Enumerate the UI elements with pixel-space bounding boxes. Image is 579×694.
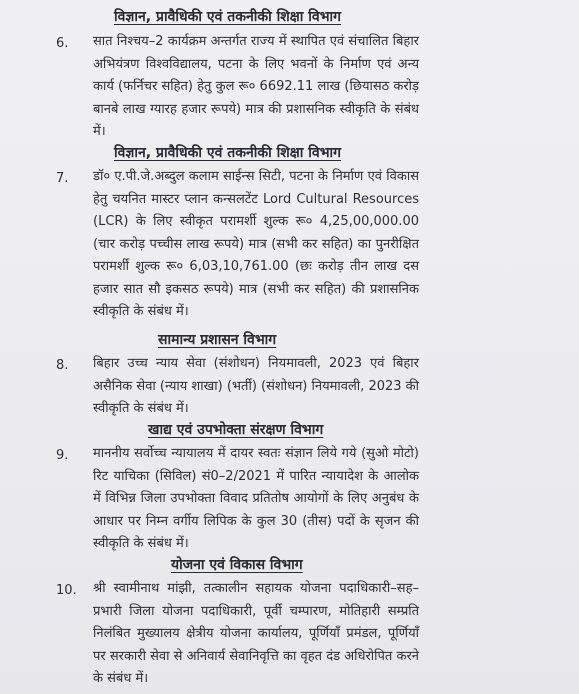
department-heading: सामान्य प्रशासन विभाग <box>158 332 277 348</box>
item-description: माननीय सर्वोच्च न्यायालय में दायर स्वतः संज्ञान लिये गये (सुओ मोटो) रिट याचिका (सिविल) सं0–2/2021 में पारित न्यायादेश के आलोक में विभिन्न जिला उपभोक्ता विवाद प्रतितोष आयोगों के लिए अनुबंध के आधार पर निम्न वर्गीय लिपिक के कुल 30 (तीस) पदों के सृजन की स्वीकृति के संबंध में। <box>93 446 419 551</box>
department-heading: विज्ञान, प्रावैधिकी एवं तकनीकी शिक्षा विभाग <box>114 9 342 25</box>
department-heading: विज्ञान, प्रावैधिकी एवं तकनीकी शिक्षा विभाग <box>114 145 342 161</box>
item-description: बिहार उच्च न्याय सेवा (संशोधन) नियमावली, 2023 एवं बिहार असैनिक सेवा (न्याय शाखा) (भर्ती) (संशोधन) नियमावली, 2023 की स्वीकृति के संबंध में। <box>93 356 420 416</box>
department-heading: खाद्य एवं उपभोक्ता संरक्षण विभाग <box>148 422 324 438</box>
department-heading: योजना एवं विकास विभाग <box>171 557 303 573</box>
item-number: 9. <box>56 448 69 463</box>
item-number: 6. <box>56 36 69 51</box>
item-number: 10. <box>56 583 77 598</box>
item-number: 8. <box>56 358 69 373</box>
item-description: डॉ० ए.पी.जे.अब्दुल कलाम साईन्स सिटी, पटना के निर्माण एवं विकास हेतु चयनित मास्टर प्लान कन्सलटेंट Lord Cultural Resources (LCR) के लिए स्वीकृत परामर्शी शुल्क रू० 4,25,00,000.00 (चार करोड़ पच्चीस लाख रूपये) मात्र (सभी कर सहित) का पुनरीक्षित परामर्शी शुल्क रू० 6,03,10,761.00 (छः करोड़ तीन लाख दस हजार सात सौ इकसठ रूपये) मात्र (सभी कर सहित) की प्रशासनिक स्वीकृति के संबंध में। <box>93 169 419 319</box>
item-number: 7. <box>56 171 69 186</box>
item-description: सात निश्चय–2 कार्यक्रम अन्तर्गत राज्य में स्थापित एवं संचालित बिहार अभियंत्रण विश्वविद्यालय, पटना के लिए भवनों के निर्माण एवं अन्य कार्य (फर्निचर सहित) हेतु कुल रू० 6692.11 लाख (छियासठ करोड़ बानबे लाख ग्यारह हजार रूपये) मात्र की प्रशासनिक स्वीकृति के संबंध में। <box>93 34 419 139</box>
item-description: श्री स्वामीनाथ मांझी, तत्कालीन सहायक योजना पदाधिकारी–सह–प्रभारी जिला योजना पदाधिकारी, पूर्वी चम्पारण, मोतिहारी सम्प्रति निलंबित मुख्यालय क्षेत्रीय योजना कार्यालय, पूर्णियाँ प्रमंडल, पूर्णियाँ पर सरकारी सेवा से अनिवार्य सेवानिवृत्ति का वृहत दंड अधिरोपित करने के संबंध में। <box>93 581 419 686</box>
